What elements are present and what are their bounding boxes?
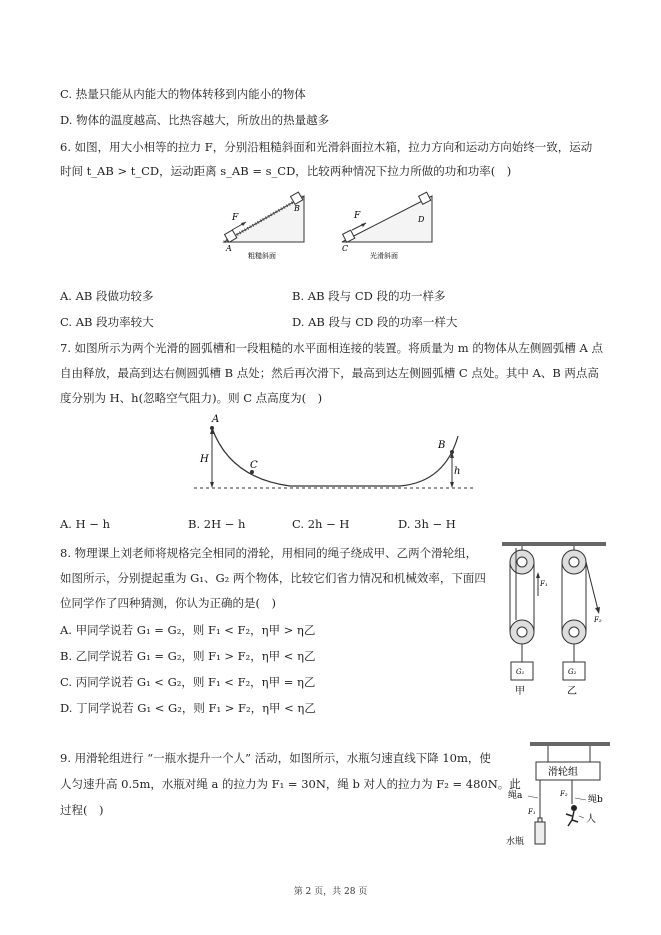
- svg-text:F₁: F₁: [540, 580, 548, 588]
- q6-option-d: D. AB 段与 CD 段的功率一样大: [292, 315, 458, 329]
- svg-text:C: C: [250, 460, 258, 471]
- q9-stem-line3: 过程( ): [60, 803, 104, 817]
- svg-text:D: D: [418, 215, 425, 224]
- q8-figure-pulley-systems: [494, 540, 614, 700]
- rope-a-label: 绳a: [508, 791, 523, 801]
- q7-figure-arc-track: [190, 412, 480, 498]
- pulley-label-yi: 乙: [567, 686, 577, 697]
- q9-figure-bottle-lifts-person: [500, 738, 620, 850]
- svg-text:F₂: F₂: [594, 616, 602, 624]
- rope-b-label: 绳b: [588, 795, 603, 805]
- svg-text:H: H: [200, 454, 209, 465]
- q6-option-a: A. AB 段做功较多: [60, 289, 154, 303]
- rough-incline: [224, 192, 304, 260]
- q7-option-d: D. 3h − H: [398, 517, 456, 531]
- svg-text:B: B: [438, 440, 446, 451]
- svg-text:C: C: [342, 244, 349, 253]
- q7-option-b: B. 2H − h: [188, 517, 246, 531]
- q7-stem-line1: 7. 如图所示为两个光滑的圆弧槽和一段粗糙的水平面相连接的装置。将质量为 m 的物体从左侧圆弧槽 A 点: [60, 341, 603, 355]
- q6-stem-line1: 6. 如图，用大小相等的拉力 F，分别沿粗糙斜面和光滑斜面拉木箱，拉力方向和运动方向始终一致，运动: [60, 140, 593, 154]
- svg-text:A: A: [212, 414, 220, 425]
- q8-stem-line1: 8. 物理课上刘老师将规格完全相同的滑轮，用相同的绳子绕成甲、乙两个滑轮组，: [60, 546, 478, 560]
- q8-option-b: B. 乙同学说若 G₁ = G₂，则 F₁ > F₂，η甲 < η乙: [60, 649, 316, 663]
- rough-incline-caption: 粗糙斜面: [248, 252, 276, 260]
- pulley-box-label: 滑轮组: [548, 767, 578, 778]
- pulley-label-jia: 甲: [515, 686, 525, 697]
- q6-stem-line2: 时间 t_AB > t_CD，运动距离 s_AB = s_CD，比较两种情况下拉力所做的功和功率( ): [60, 164, 512, 178]
- svg-text:F: F: [354, 211, 361, 221]
- q8-option-a: A. 甲同学说若 G₁ = G₂，则 F₁ < F₂，η甲 > η乙: [60, 623, 316, 637]
- q6-option-c: C. AB 段功率较大: [60, 315, 154, 329]
- svg-text:G₂: G₂: [568, 668, 577, 676]
- smooth-incline-caption: 光滑斜面: [370, 252, 398, 260]
- q7-stem-line2: 自由释放，最高到达右侧圆弧槽 B 点处；然后再次滑下，最高到达左侧圆弧槽 C 点处。其中 A、B 两点高: [60, 366, 599, 380]
- q8-stem-line2: 如图所示，分别提起重为 G₁、G₂ 两个物体，比较它们省力情况和机械效率，下面四: [60, 571, 486, 585]
- svg-text:F: F: [232, 213, 239, 223]
- pulley-system-yi: [562, 546, 602, 697]
- svg-text:h: h: [454, 466, 461, 477]
- q7-stem-line3: 度分别为 H、h(忽略空气阻力)。则 C 点高度为( ): [60, 391, 323, 405]
- q8-option-d: D. 丁同学说若 G₁ < G₂，则 F₁ > F₂，η甲 < η乙: [60, 701, 316, 715]
- svg-text:G₁: G₁: [516, 668, 525, 676]
- q6-option-b: B. AB 段与 CD 段的功一样多: [292, 289, 446, 303]
- page-footer: 第 2 页，共 28 页: [293, 887, 368, 897]
- smooth-incline: [342, 192, 432, 260]
- person-label: 人: [586, 814, 596, 825]
- q7-option-a: A. H − h: [60, 517, 110, 531]
- q9-stem-line2: 人匀速升高 0.5m，水瓶对绳 a 的拉力为 F₁ = 30N，绳 b 对人的拉力为 F₂ = 480N。此: [60, 777, 521, 791]
- q9-stem-line1: 9. 用滑轮组进行 “一瓶水提升一个人” 活动，如图所示，水瓶匀速直线下降 10m，使: [60, 751, 491, 765]
- svg-text:A: A: [226, 244, 232, 253]
- q6-figure-inclines: [218, 184, 458, 264]
- pulley-system-jia: [510, 546, 548, 697]
- svg-text:F₁: F₁: [528, 808, 536, 816]
- q5-option-c: C. 热量只能从内能大的物体转移到内能小的物体: [60, 87, 306, 101]
- q7-option-c: C. 2h − H: [292, 517, 350, 531]
- bottle-label: 水瓶: [506, 837, 525, 847]
- q8-option-c: C. 丙同学说若 G₁ < G₂，则 F₁ < F₂，η甲 = η乙: [60, 675, 316, 689]
- q5-option-d: D. 物体的温度越高、比热容越大，所放出的热量越多: [60, 113, 330, 127]
- svg-text:B: B: [294, 204, 300, 213]
- svg-text:F₂: F₂: [560, 790, 568, 798]
- q8-stem-line3: 位同学作了四种猜测，你认为正确的是( ): [60, 596, 276, 610]
